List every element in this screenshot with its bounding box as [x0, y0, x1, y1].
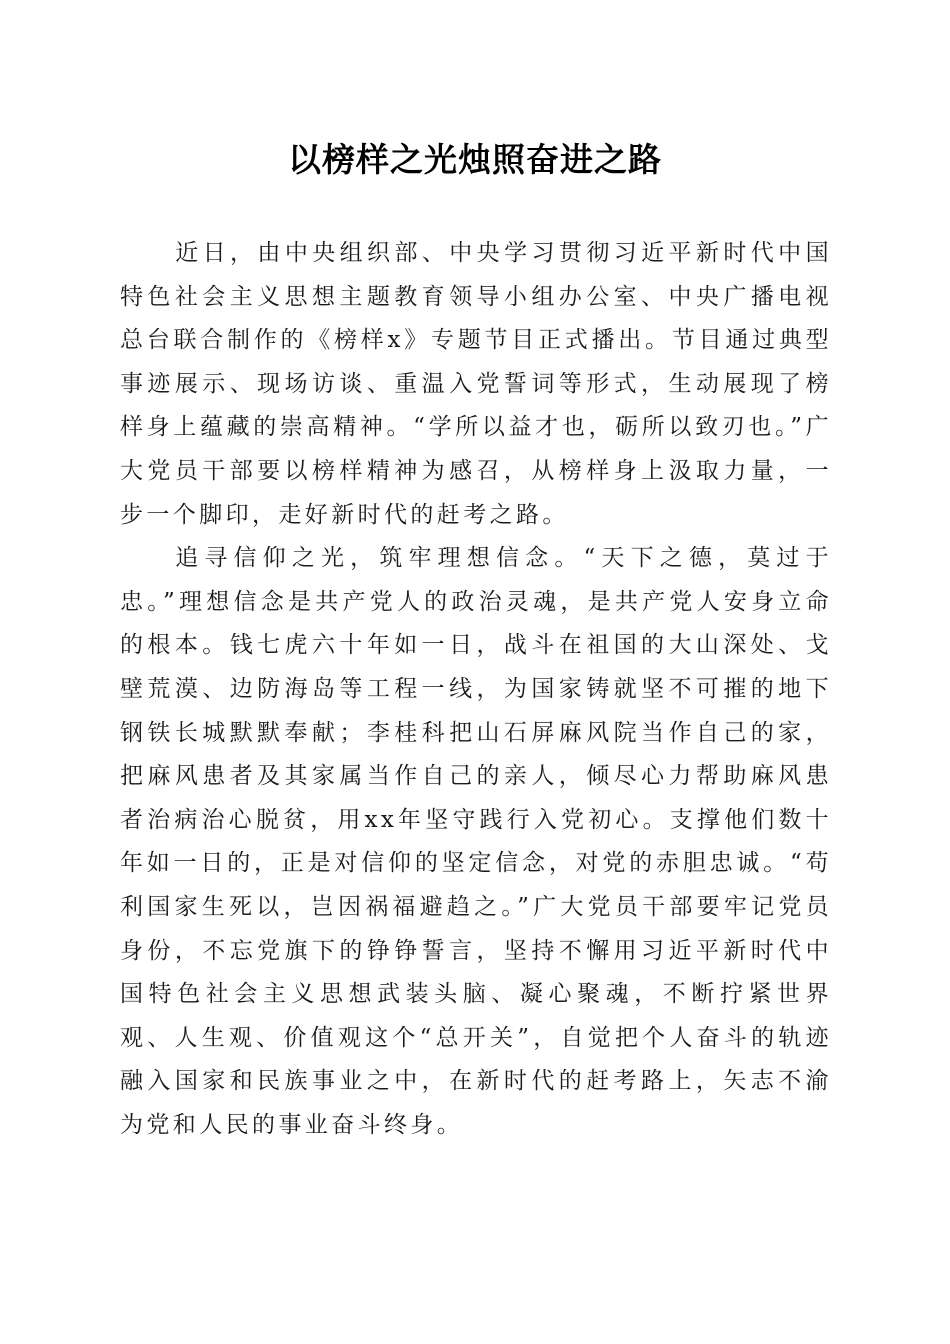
paragraph-intro: 近日，由中央组织部、中央学习贯彻习近平新时代中国特色社会主义思想主题教育领导小组办公室、中央广播电视总台联合制作的《榜样x》专题节目正式播出。节目通过典型事迹展示、现场访谈、重温入党誓词等形式，生动展现了榜样身上蕴藏的崇高精神。“学所以益才也，砺所以致刃也。”广大党员干部要以榜样精神为感召，从榜样身上汲取力量，一步一个脚印，走好新时代的赶考之路。: [120, 240, 832, 528]
document-title: 以榜样之光烛照奋进之路: [288, 140, 662, 179]
document-body: [120, 232, 832, 1147]
paragraph-faith: 追寻信仰之光，筑牢理想信念。“天下之德，莫过于忠。”理想信念是共产党人的政治灵魂，是共产党人安身立命的根本。钱七虎六十年如一日，战斗在祖国的大山深处、戈壁荒漠、边防海岛等工程一线，为国家铸就坚不可摧的地下钢铁长城默默奉献；李桂科把山石屏麻风院当作自己的家，把麻风患者及其家属当作自己的亲人，倾尽心力帮助麻风患者治病治心脱贫，用xx年坚守践行入党初心。支撑他们数十年如一日的，正是对信仰的坚定信念，对党的赤胆忠诚。“苟利国家生死以，岂因祸福避趋之。”广大党员干部要牢记党员身份，不忘党旗下的铮铮誓言，坚持不懈用习近平新时代中国特色社会主义思想武装头脑、凝心聚魂，不断拧紧世界观、人生观、价值观这个“总开关”，自觉把个人奋斗的轨迹融入国家和民族事业之中，在新时代的赶考路上，矢志不渝为党和人民的事业奋斗终身。: [120, 545, 832, 1138]
